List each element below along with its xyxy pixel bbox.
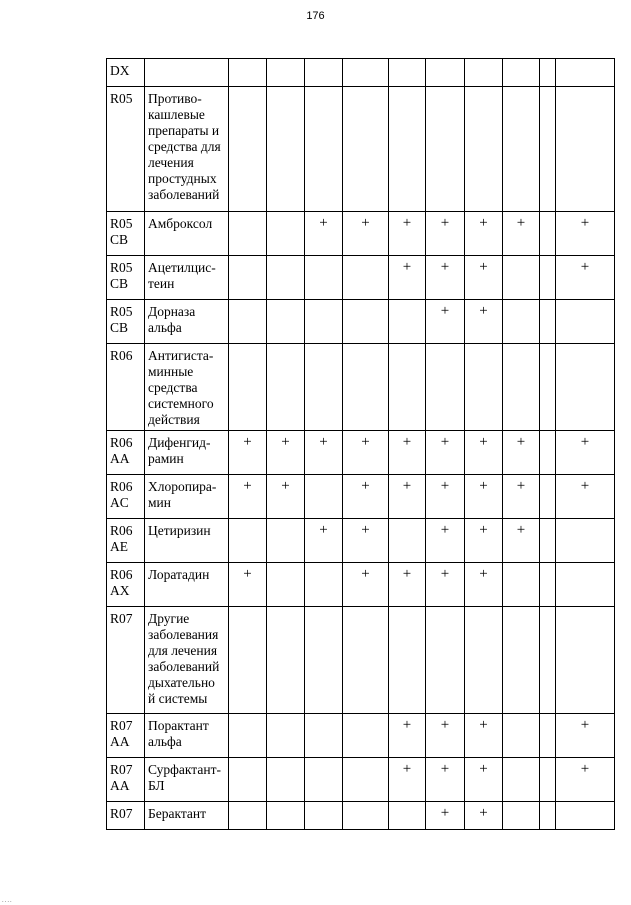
mark-cell bbox=[389, 607, 426, 714]
mark-cell: + bbox=[389, 212, 426, 256]
table-row bbox=[107, 344, 615, 431]
mark-cell bbox=[503, 714, 540, 758]
mark-cell: + bbox=[426, 714, 465, 758]
table-row bbox=[107, 87, 615, 212]
mark-cell: + bbox=[426, 212, 465, 256]
mark-cell bbox=[503, 758, 540, 802]
mark-cell bbox=[426, 87, 465, 212]
mark-cell: + bbox=[389, 431, 426, 475]
drug-name-cell: Дифенгид-рамин bbox=[145, 431, 229, 475]
mark-cell bbox=[343, 87, 389, 212]
mark-cell bbox=[267, 87, 305, 212]
atc-code-cell: R07 bbox=[107, 802, 145, 830]
mark-cell: + bbox=[389, 256, 426, 300]
mark-cell: + bbox=[267, 431, 305, 475]
mark-cell: + bbox=[343, 431, 389, 475]
header-empty-cell bbox=[305, 59, 343, 87]
table-row bbox=[107, 758, 615, 802]
drug-name-cell: Противо-кашлевые препараты и средства для лечения простудных заболеваний bbox=[145, 87, 229, 212]
corner-mark: .... bbox=[2, 898, 13, 904]
mark-cell bbox=[540, 475, 556, 519]
drug-name-cell: Ацетилцис-теин bbox=[145, 256, 229, 300]
mark-cell bbox=[305, 607, 343, 714]
mark-cell bbox=[556, 300, 615, 344]
header-empty-cell bbox=[465, 59, 503, 87]
mark-cell: + bbox=[426, 256, 465, 300]
mark-cell bbox=[267, 344, 305, 431]
mark-cell bbox=[343, 607, 389, 714]
mark-cell bbox=[229, 714, 267, 758]
mark-cell bbox=[465, 344, 503, 431]
mark-cell bbox=[229, 344, 267, 431]
mark-cell bbox=[503, 256, 540, 300]
mark-cell: + bbox=[465, 758, 503, 802]
header-empty-cell bbox=[426, 59, 465, 87]
mark-cell bbox=[267, 519, 305, 563]
table-row bbox=[107, 300, 615, 344]
mark-cell bbox=[267, 758, 305, 802]
table-row bbox=[107, 212, 615, 256]
mark-cell bbox=[229, 607, 267, 714]
mark-cell: + bbox=[556, 256, 615, 300]
mark-cell: + bbox=[503, 431, 540, 475]
mark-cell bbox=[556, 802, 615, 830]
mark-cell bbox=[343, 802, 389, 830]
mark-cell bbox=[229, 300, 267, 344]
mark-cell: + bbox=[343, 563, 389, 607]
mark-cell bbox=[540, 256, 556, 300]
mark-cell bbox=[267, 607, 305, 714]
mark-cell: + bbox=[426, 519, 465, 563]
mark-cell bbox=[343, 758, 389, 802]
mark-cell: + bbox=[556, 475, 615, 519]
mark-cell bbox=[426, 344, 465, 431]
mark-cell: + bbox=[389, 714, 426, 758]
mark-cell bbox=[305, 714, 343, 758]
mark-cell bbox=[343, 714, 389, 758]
table-row bbox=[107, 431, 615, 475]
mark-cell: + bbox=[426, 431, 465, 475]
table-row bbox=[107, 714, 615, 758]
mark-cell bbox=[305, 300, 343, 344]
mark-cell bbox=[540, 519, 556, 563]
mark-cell: + bbox=[389, 758, 426, 802]
atc-code-cell: R06 AX bbox=[107, 563, 145, 607]
mark-cell bbox=[556, 344, 615, 431]
header-empty-cell bbox=[343, 59, 389, 87]
mark-cell: + bbox=[556, 212, 615, 256]
mark-cell bbox=[503, 300, 540, 344]
header-empty-cell bbox=[540, 59, 556, 87]
mark-cell: + bbox=[343, 212, 389, 256]
mark-cell bbox=[305, 344, 343, 431]
table-row bbox=[107, 519, 615, 563]
header-empty-cell bbox=[389, 59, 426, 87]
mark-cell: + bbox=[503, 475, 540, 519]
mark-cell: + bbox=[503, 212, 540, 256]
mark-cell bbox=[426, 607, 465, 714]
table-row bbox=[107, 607, 615, 714]
mark-cell bbox=[229, 519, 267, 563]
atc-code-cell: R06 AE bbox=[107, 519, 145, 563]
mark-cell: + bbox=[426, 475, 465, 519]
mark-cell bbox=[540, 300, 556, 344]
mark-cell bbox=[305, 475, 343, 519]
drug-name-cell: Другие заболевания для лечения заболеваний дыхательно й системы bbox=[145, 607, 229, 714]
mark-cell bbox=[389, 519, 426, 563]
mark-cell bbox=[540, 344, 556, 431]
header-empty-cell bbox=[229, 59, 267, 87]
table-row bbox=[107, 256, 615, 300]
drug-name-cell: Порактант альфа bbox=[145, 714, 229, 758]
mark-cell bbox=[503, 563, 540, 607]
mark-cell bbox=[229, 256, 267, 300]
mark-cell bbox=[556, 519, 615, 563]
mark-cell: + bbox=[389, 563, 426, 607]
header-name-cell bbox=[145, 59, 229, 87]
drug-name-cell: Амброксол bbox=[145, 212, 229, 256]
mark-cell bbox=[267, 212, 305, 256]
mark-cell bbox=[540, 431, 556, 475]
atc-code-cell: R07 AA bbox=[107, 714, 145, 758]
drug-name-cell: Хлоропира-мин bbox=[145, 475, 229, 519]
mark-cell: + bbox=[426, 563, 465, 607]
mark-cell bbox=[343, 256, 389, 300]
mark-cell bbox=[503, 87, 540, 212]
mark-cell bbox=[305, 758, 343, 802]
mark-cell bbox=[343, 344, 389, 431]
table-row bbox=[107, 475, 615, 519]
mark-cell bbox=[540, 802, 556, 830]
atc-code-cell: R05 CB bbox=[107, 300, 145, 344]
mark-cell: + bbox=[465, 300, 503, 344]
atc-code-cell: R05 bbox=[107, 87, 145, 212]
mark-cell: + bbox=[229, 563, 267, 607]
mark-cell: + bbox=[426, 758, 465, 802]
mark-cell bbox=[465, 87, 503, 212]
mark-cell bbox=[556, 607, 615, 714]
mark-cell bbox=[540, 607, 556, 714]
mark-cell: + bbox=[426, 300, 465, 344]
mark-cell: + bbox=[465, 519, 503, 563]
atc-code-cell: R07 AA bbox=[107, 758, 145, 802]
mark-cell: + bbox=[556, 758, 615, 802]
mark-cell bbox=[540, 714, 556, 758]
mark-cell: + bbox=[229, 475, 267, 519]
mark-cell bbox=[540, 758, 556, 802]
mark-cell bbox=[503, 607, 540, 714]
mark-cell: + bbox=[389, 475, 426, 519]
atc-code-cell: R06 bbox=[107, 344, 145, 431]
mark-cell bbox=[267, 802, 305, 830]
mark-cell bbox=[267, 300, 305, 344]
mark-cell: + bbox=[503, 519, 540, 563]
mark-cell bbox=[556, 563, 615, 607]
mark-cell: + bbox=[267, 475, 305, 519]
mark-cell bbox=[540, 212, 556, 256]
mark-cell bbox=[465, 607, 503, 714]
mark-cell: + bbox=[426, 802, 465, 830]
drug-table bbox=[106, 58, 615, 830]
mark-cell: + bbox=[556, 714, 615, 758]
mark-cell bbox=[267, 563, 305, 607]
mark-cell: + bbox=[305, 519, 343, 563]
mark-cell bbox=[267, 714, 305, 758]
mark-cell bbox=[305, 87, 343, 212]
mark-cell bbox=[389, 802, 426, 830]
mark-cell bbox=[503, 802, 540, 830]
mark-cell: + bbox=[465, 475, 503, 519]
mark-cell: + bbox=[465, 431, 503, 475]
drug-name-cell: Дорназа альфа bbox=[145, 300, 229, 344]
table-header-row bbox=[107, 59, 615, 87]
mark-cell bbox=[389, 344, 426, 431]
mark-cell bbox=[229, 802, 267, 830]
mark-cell: + bbox=[343, 475, 389, 519]
mark-cell bbox=[305, 563, 343, 607]
mark-cell bbox=[305, 256, 343, 300]
atc-code-cell: R07 bbox=[107, 607, 145, 714]
mark-cell bbox=[305, 802, 343, 830]
mark-cell bbox=[503, 344, 540, 431]
drug-name-cell: Берактант bbox=[145, 802, 229, 830]
mark-cell: + bbox=[305, 212, 343, 256]
atc-code-cell: R06 AC bbox=[107, 475, 145, 519]
mark-cell: + bbox=[465, 563, 503, 607]
drug-name-cell: Антигиста-минные средства системного действия bbox=[145, 344, 229, 431]
header-empty-cell bbox=[503, 59, 540, 87]
mark-cell: + bbox=[465, 256, 503, 300]
mark-cell bbox=[229, 212, 267, 256]
mark-cell: + bbox=[343, 519, 389, 563]
mark-cell bbox=[343, 300, 389, 344]
mark-cell bbox=[389, 87, 426, 212]
mark-cell bbox=[267, 256, 305, 300]
atc-code-cell: R05 CB bbox=[107, 256, 145, 300]
drug-name-cell: Лоратадин bbox=[145, 563, 229, 607]
mark-cell: + bbox=[465, 212, 503, 256]
mark-cell: + bbox=[556, 431, 615, 475]
header-code-cell: DX bbox=[107, 59, 145, 87]
drug-name-cell: Цетиризин bbox=[145, 519, 229, 563]
drug-name-cell: Сурфактант-БЛ bbox=[145, 758, 229, 802]
page-number: 176 bbox=[306, 10, 325, 22]
mark-cell bbox=[229, 87, 267, 212]
mark-cell: + bbox=[305, 431, 343, 475]
mark-cell bbox=[540, 563, 556, 607]
atc-code-cell: R05 CB bbox=[107, 212, 145, 256]
mark-cell: + bbox=[465, 802, 503, 830]
table-body bbox=[107, 59, 615, 830]
table-row bbox=[107, 563, 615, 607]
header-empty-cell bbox=[556, 59, 615, 87]
mark-cell bbox=[389, 300, 426, 344]
header-empty-cell bbox=[267, 59, 305, 87]
table-row bbox=[107, 802, 615, 830]
mark-cell bbox=[540, 87, 556, 212]
mark-cell bbox=[556, 87, 615, 212]
mark-cell: + bbox=[229, 431, 267, 475]
mark-cell: + bbox=[465, 714, 503, 758]
mark-cell bbox=[229, 758, 267, 802]
atc-code-cell: R06 AA bbox=[107, 431, 145, 475]
